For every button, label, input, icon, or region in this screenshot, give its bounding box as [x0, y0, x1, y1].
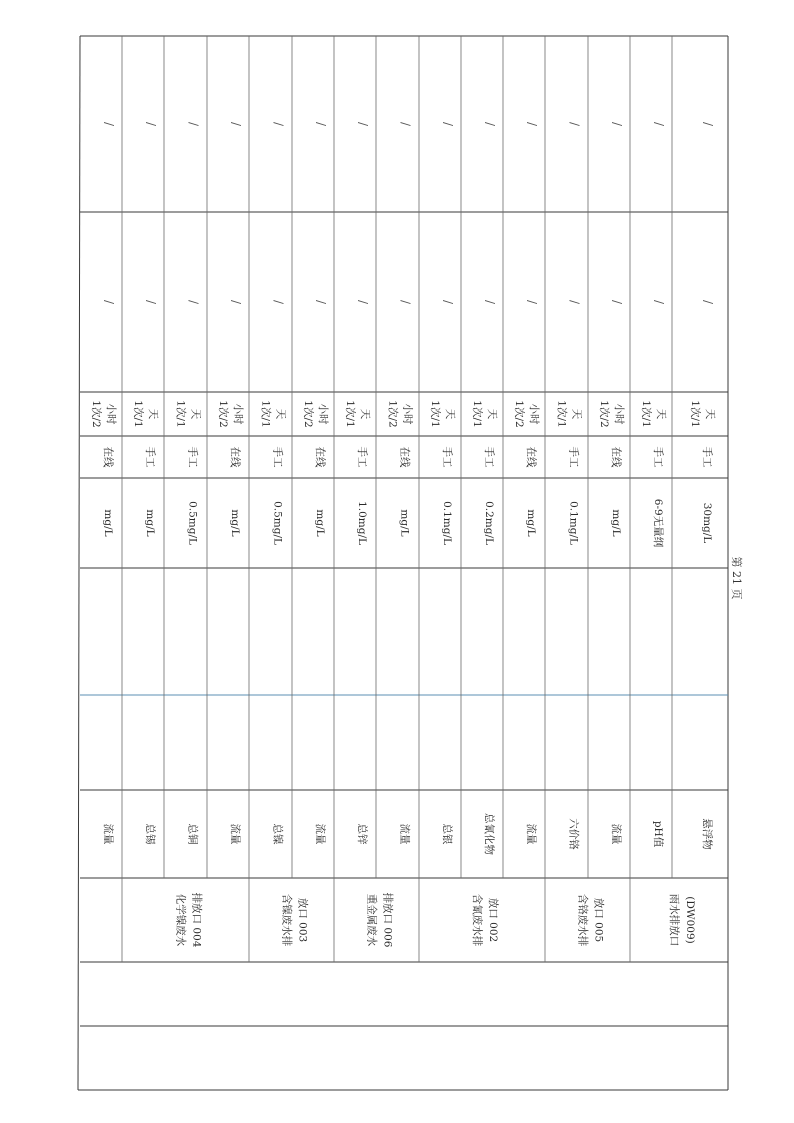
- outlet-name-line-2: 排放口 004: [190, 892, 203, 948]
- standard-cell: mg/L: [525, 509, 537, 537]
- col-a-cell: /: [652, 299, 666, 305]
- method-cell: 手工: [271, 446, 284, 468]
- column-a: [102, 300, 715, 305]
- method-cell: 手工: [356, 446, 368, 468]
- outlet-name-line-1: 含氰废水排: [471, 893, 483, 947]
- outlet-name-line-1: 含铬废水排: [576, 893, 589, 947]
- method-column: [102, 447, 713, 468]
- method-cell: 在线: [229, 446, 241, 468]
- method-cell: 在线: [398, 446, 411, 468]
- frequency-line-1: 1次/1: [344, 400, 356, 428]
- column-b: [102, 122, 715, 127]
- outlet-name-line-2: 排放口 006: [381, 892, 394, 948]
- item-cell: 流量: [229, 823, 241, 845]
- col-b-cell: /: [525, 121, 539, 127]
- method-cell: 手工: [483, 446, 495, 468]
- frequency-line-1: 1次/1: [174, 400, 187, 428]
- frequency-line-1: 1次/2: [386, 400, 399, 428]
- col-a-cell: /: [567, 299, 582, 305]
- col-b-cell: /: [144, 121, 158, 127]
- outlet-name-line-1: 化学镍废水: [174, 893, 187, 947]
- method-cell: 手工: [441, 446, 453, 468]
- outlet-name-line-2: 放口 003: [296, 897, 309, 943]
- standard-cell: 0.2mg/L: [483, 501, 495, 545]
- outlet-name-line-1: 含镍废水排: [280, 893, 293, 947]
- frequency-line-2: 小时: [105, 403, 117, 425]
- col-a-cell: /: [441, 299, 455, 305]
- method-cell: 手工: [186, 446, 199, 468]
- item-cell: 流量: [398, 823, 411, 845]
- standard-cell: mg/L: [610, 509, 622, 537]
- frequency-line-1: 1次/1: [259, 400, 272, 428]
- item-cell: 总锌: [356, 823, 368, 845]
- standard-cell: mg/L: [144, 509, 156, 537]
- col-b-cell: /: [441, 121, 455, 127]
- frequency-line-2: 天: [359, 408, 371, 420]
- frequency-line-2: 天: [444, 408, 456, 420]
- frequency-line-2: 小时: [528, 403, 540, 425]
- col-a-cell: /: [525, 299, 539, 305]
- col-b-cell: /: [483, 121, 497, 127]
- item-cell: 总银: [441, 823, 453, 845]
- item-cell: 流量: [314, 823, 326, 845]
- frequency-line-1: 1次/1: [429, 400, 441, 428]
- standard-cell: 1.0mg/L: [356, 501, 368, 545]
- col-b-cell: /: [567, 121, 582, 127]
- standard-cell: 30mg/L: [701, 502, 713, 544]
- method-cell: 在线: [525, 446, 537, 468]
- col-a-cell: /: [229, 299, 243, 305]
- col-a-cell: /: [398, 299, 413, 305]
- col-a-cell: /: [186, 299, 201, 305]
- col-b-cell: /: [610, 121, 624, 127]
- method-cell: 手工: [701, 446, 713, 468]
- frequency-line-1: 1次/1: [132, 400, 144, 428]
- method-cell: 在线: [102, 446, 114, 468]
- frequency-line-2: 小时: [232, 403, 244, 425]
- item-cell: 总镍: [271, 823, 284, 845]
- col-a-cell: /: [483, 299, 497, 305]
- col-a-cell: /: [610, 299, 624, 305]
- outlet-name-line-1: 雨水排放口: [668, 893, 680, 947]
- frequency-line-2: 天: [486, 408, 498, 420]
- item-cell: 流量: [102, 823, 114, 845]
- method-cell: 手工: [567, 446, 580, 468]
- col-a-cell: /: [314, 299, 328, 305]
- method-cell: 在线: [314, 446, 326, 468]
- outlet-name-line-1: 重金属废水: [365, 893, 378, 947]
- item-cell: 总氰化物: [483, 813, 495, 855]
- method-cell: 在线: [610, 446, 622, 468]
- col-b-cell: /: [356, 121, 370, 127]
- frequency-line-2: 小时: [401, 403, 414, 425]
- frequency-line-1: 1次/2: [513, 400, 525, 428]
- outlet-name-line-2: 放口 002: [487, 897, 499, 943]
- item-cell: 流量: [525, 823, 537, 845]
- col-a-cell: /: [144, 299, 158, 305]
- outlet-name-line-2: 放口 005: [592, 897, 605, 943]
- page-number: 第 21 页: [730, 556, 743, 600]
- frequency-line-2: 小时: [317, 403, 329, 425]
- standard-cell: mg/L: [229, 509, 241, 537]
- col-b-cell: /: [271, 121, 286, 127]
- col-b-cell: /: [314, 121, 328, 127]
- item-cell: 总锡: [144, 823, 156, 845]
- standard-column: [102, 499, 713, 548]
- item-cell: pH值: [652, 820, 664, 848]
- col-a-cell: /: [356, 299, 370, 305]
- frequency-line-1: 1次/1: [471, 400, 483, 428]
- col-b-cell: /: [186, 121, 201, 127]
- col-b-cell: /: [102, 121, 116, 127]
- method-cell: 手工: [144, 446, 156, 468]
- item-cell: 悬浮物: [701, 818, 713, 850]
- item-cell: 总铜: [186, 823, 199, 845]
- item-column: [102, 813, 714, 855]
- col-a-cell: /: [102, 299, 116, 305]
- col-b-cell: /: [652, 121, 666, 127]
- col-a-cell: /: [271, 299, 286, 305]
- frequency-line-1: 1次/1: [640, 400, 652, 428]
- frequency-line-2: 天: [147, 408, 159, 420]
- method-cell: 手工: [652, 446, 664, 468]
- standard-cell: mg/L: [314, 509, 326, 537]
- col-b-cell: /: [701, 121, 715, 127]
- frequency-line-2: 天: [189, 408, 202, 420]
- item-cell: 六价铬: [567, 818, 580, 850]
- frequency-line-1: 1次/2: [598, 400, 610, 428]
- standard-cell: 0.1mg/L: [441, 501, 453, 545]
- standard-cell: 0.1mg/L: [567, 501, 580, 545]
- frequency-column: [90, 400, 716, 427]
- standard-cell: mg/L: [102, 509, 114, 537]
- col-b-cell: /: [229, 121, 243, 127]
- col-b-cell: /: [398, 121, 413, 127]
- col-a-cell: /: [701, 299, 715, 305]
- frequency-line-1: 1次/2: [217, 400, 229, 428]
- frequency-line-1: 1次/1: [689, 400, 701, 428]
- frequency-line-1: 1次/1: [555, 400, 568, 428]
- standard-cell: 0.5mg/L: [271, 501, 284, 545]
- standard-cell: 6-9无量纲: [652, 498, 664, 548]
- frequency-line-1: 1次/2: [302, 400, 314, 428]
- frequency-line-2: 天: [704, 408, 716, 420]
- frequency-line-2: 天: [274, 408, 287, 420]
- standard-cell: mg/L: [398, 509, 411, 537]
- item-cell: 流量: [610, 823, 622, 845]
- standard-cell: 0.5mg/L: [186, 501, 199, 545]
- frequency-line-2: 天: [570, 408, 583, 420]
- frequency-line-2: 天: [655, 408, 667, 420]
- frequency-line-2: 小时: [613, 403, 625, 425]
- outlet-column: [175, 893, 697, 948]
- frequency-line-1: 1次/2: [90, 400, 102, 428]
- outlet-name-line-2: (DW009): [684, 896, 696, 944]
